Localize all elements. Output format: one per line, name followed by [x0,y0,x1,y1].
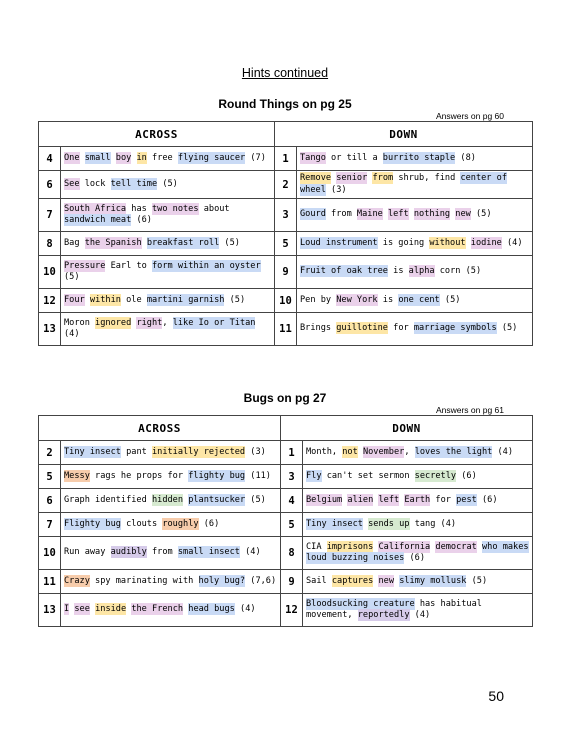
down-header: DOWN [281,416,533,441]
down-clue-text [297,289,533,313]
highlighted-clue-part: Tango [300,152,326,163]
clue-text-part: (3) [245,446,266,457]
across-clue-number: 10 [39,537,61,570]
down-clue-number: 8 [281,537,303,570]
highlighted-clue-part: One [64,152,80,163]
clue-row [39,289,533,313]
highlighted-clue-part: Belgium [306,494,343,505]
clue-text-part: pant [120,446,152,457]
down-header: DOWN [275,122,533,147]
clue-text-part: (6) [198,518,220,529]
across-clue-number: 12 [39,289,61,313]
clue-text-part: (5) [224,294,246,305]
highlighted-clue-part: Fruit of oak tree [300,266,388,277]
answers-note-round-things: Answers on pg 60 [435,111,504,121]
clue-text-part: rags he props for [89,470,189,481]
clue-text-part: clouts [120,518,163,529]
clue-text-part [466,237,471,249]
clue-text-part: Earl to [105,260,152,271]
clue-text-part: (3) [325,184,347,195]
section-title-bugs: Bugs on pg 27 [243,391,327,405]
highlighted-clue-part: I [64,604,70,615]
clue-text-part: ole [120,294,147,305]
across-clue-number: 6 [39,171,61,199]
highlighted-clue-part: iodine [470,237,502,248]
across-clue-number: 8 [39,232,61,256]
highlighted-clue-part: senior [336,173,368,183]
across-clue-text [61,489,281,513]
down-clue-number: 2 [275,171,297,199]
highlighted-clue-part: plantsucker [188,494,246,505]
across-clue-text [61,232,275,256]
highlighted-clue-part: Four [64,294,85,305]
clue-text-part: (6) [456,470,477,481]
clue-row [39,465,533,489]
highlighted-clue-part: one cent [398,294,440,305]
across-clue-number: 13 [39,594,61,627]
highlighted-clue-part: guillotine [336,323,388,334]
clue-text-part: free [146,152,178,163]
highlighted-clue-part: flighty bug [188,470,246,481]
across-clue-number: 7 [39,513,61,537]
highlighted-clue-part: initially rejected [151,446,246,457]
highlighted-clue-part: small [84,152,111,163]
down-clue-text [297,232,533,256]
across-clue-text [61,570,281,594]
highlighted-clue-part: new [455,209,471,220]
clue-text-part: , [404,446,415,457]
clue-row [39,570,533,594]
clue-text-part: is [387,266,409,277]
highlighted-clue-part: Maine [356,209,383,220]
highlighted-clue-part: Earth [404,494,431,505]
highlighted-clue-part: Pressure [64,260,106,271]
clue-text-part: for [430,494,457,505]
down-clue-text [303,441,533,465]
highlighted-clue-part: in [136,152,147,163]
round-things-clue-table [38,121,533,346]
highlighted-clue-part: tell time [110,178,158,189]
bugs-clue-table [38,415,533,627]
clue-row [39,594,533,627]
highlighted-clue-part: within [89,294,121,305]
section-title-round-things: Round Things on pg 25 [218,97,352,111]
clue-row [39,256,533,289]
clue-text-part: Pen by [300,294,337,305]
highlighted-clue-part: from [372,173,394,183]
highlighted-clue-part: small insect [177,547,240,558]
highlighted-clue-part: holy bug? [198,575,246,586]
highlighted-clue-part: breakfast roll [146,237,220,248]
across-clue-number: 13 [39,313,61,346]
clue-text-part: (5) [470,209,492,220]
across-clue-text [61,313,275,346]
highlighted-clue-part: who makes loud buzzing noises [306,541,529,563]
clue-text-part: (5) [496,323,518,334]
clue-row [39,441,533,465]
down-clue-text [297,171,533,199]
clue-row [39,513,533,537]
clue-row [39,199,533,232]
clue-text-part: lock [79,178,111,189]
clue-text-part: (7) [245,152,266,163]
highlighted-clue-part: form within an oyster [151,260,261,271]
down-clue-number: 12 [281,594,303,627]
clue-text-part: can't set sermon [321,470,415,481]
clue-text-part: (4) [234,604,256,615]
clue-text-part: from [325,209,357,220]
clue-row [39,232,533,256]
clue-text-part: (4) [409,610,431,620]
clue-text-part: Graph identified [64,494,152,505]
clue-text-part: Brings [300,323,337,334]
highlighted-clue-part: pest [456,494,477,505]
highlighted-clue-part: burrito staple [382,152,456,163]
highlighted-clue-part: without [429,237,466,248]
highlighted-clue-part: Gourd [300,209,326,220]
clue-row [39,489,533,513]
highlighted-clue-part: right [136,317,163,328]
highlighted-clue-part: roughly [162,518,199,529]
across-clue-number: 10 [39,256,61,289]
down-clue-number: 9 [281,570,303,594]
highlighted-clue-part: hidden [151,494,184,505]
highlighted-clue-part: alien [347,494,374,505]
down-clue-number: 5 [275,232,297,256]
highlighted-clue-part: New York [336,294,378,305]
down-clue-text [297,147,533,171]
clue-text-part: (5) [157,178,178,189]
highlighted-clue-part: Messy [64,470,90,481]
highlighted-clue-part: center of wheel [300,173,508,195]
clue-text-part: has habitual movement, [306,598,482,620]
highlighted-clue-part: ignored [95,317,132,328]
clue-text-part: or till a [325,152,383,163]
highlighted-clue-part: martini garnish [146,294,225,305]
across-header: ACROSS [39,416,281,441]
highlighted-clue-part: the French [131,604,184,615]
clue-text-part: (7,6) [245,575,277,586]
across-clue-text [61,289,275,313]
clue-text-part: is [377,294,399,305]
highlighted-clue-part: Remove [300,173,332,183]
across-clue-number: 11 [39,570,61,594]
clue-text-part: (5) [245,494,266,505]
across-clue-text [61,199,275,232]
clue-text-part: (4) [492,446,514,457]
down-clue-number: 9 [275,256,297,289]
highlighted-clue-part: the Spanish [84,237,142,248]
clue-text-part: Run away [64,547,111,558]
down-clue-number: 1 [275,147,297,171]
across-header: ACROSS [39,122,275,147]
across-clue-number: 5 [39,465,61,489]
highlighted-clue-part: marriage symbols [413,323,497,334]
across-clue-text [61,441,281,465]
clue-text-part: spy marinating with [89,575,199,586]
highlighted-clue-part: Bloodsucking creature [306,598,415,609]
down-clue-text [297,313,533,346]
page-number: 50 [488,688,504,704]
clue-text-part [131,152,136,164]
page-heading: Hints continued [241,66,329,80]
clue-text-part: Month, [306,446,343,457]
highlighted-clue-part: Fly [306,470,322,481]
down-clue-text [303,537,533,570]
clue-text-part: (4) [501,237,523,248]
clue-text-part: (6) [476,494,498,505]
highlighted-clue-part: not [342,446,358,457]
highlighted-clue-part: Flighty bug [64,518,121,529]
across-clue-text [61,537,281,570]
highlighted-clue-part: Tiny insect [64,446,121,457]
clue-text-part: tang (4) [409,518,457,529]
down-clue-text [303,513,533,537]
clue-text-part: (5) [64,272,80,282]
highlighted-clue-part: sandwich meat [64,215,132,225]
across-clue-number: 7 [39,199,61,232]
clue-text-part: Bag [64,237,85,248]
clue-text-part [111,152,116,164]
clue-text-part: for [387,323,414,334]
answers-note-bugs: Answers on pg 61 [435,405,504,415]
down-clue-text [297,199,533,232]
highlighted-clue-part: nothing [413,209,451,220]
clue-text-part: , [162,317,173,328]
highlighted-clue-part: South Africa [64,203,127,214]
clue-text-part: (5) [466,575,488,586]
clue-text-part: (4) [64,329,80,339]
highlighted-clue-part: head bugs [188,604,235,615]
clue-text-part: CIA [306,541,327,552]
down-clue-text [297,256,533,289]
highlighted-clue-part: audibly [110,547,147,558]
highlighted-clue-part: imprisons [326,541,374,552]
highlighted-clue-part: Loud instrument [300,237,378,248]
clue-text-part: (5) [439,294,461,305]
highlighted-clue-part: alpha [408,266,435,277]
clue-text-part: has [126,203,152,214]
clue-text-part: corn (5) [434,266,482,277]
highlighted-clue-part: boy [115,152,132,163]
down-clue-text [303,465,533,489]
clue-text-part: (5) [219,237,240,248]
highlighted-clue-part: inside [95,604,127,615]
clue-text-part: Sail [306,575,332,586]
highlighted-clue-part: sends up [368,518,410,529]
highlighted-clue-part: like Io or Titan [172,317,256,328]
down-clue-number: 3 [275,199,297,232]
highlighted-clue-part: California [378,541,431,552]
clue-text-part: is going [377,237,430,248]
highlighted-clue-part: democrat [435,541,477,552]
clue-row [39,147,533,171]
highlighted-clue-part: left [378,494,400,505]
down-clue-text [303,570,533,594]
across-clue-text [61,513,281,537]
highlighted-clue-part: secretly [414,470,457,481]
down-clue-number: 5 [281,513,303,537]
highlighted-clue-part: left [387,209,409,220]
down-clue-number: 10 [275,289,297,313]
across-clue-number: 6 [39,489,61,513]
clue-row [39,171,533,199]
clue-text-part: (8) [455,152,476,163]
highlighted-clue-part: two notes [151,203,199,214]
clue-row [39,537,533,570]
down-clue-number: 1 [281,441,303,465]
clue-text-part: shrub, find [393,173,461,183]
highlighted-clue-part: Tiny insect [306,518,363,529]
clue-text-part: (4) [239,547,261,558]
across-clue-number: 4 [39,147,61,171]
across-clue-text [61,594,281,627]
highlighted-clue-part: reportedly [357,610,410,620]
down-clue-text [303,489,533,513]
across-clue-text [61,147,275,171]
highlighted-clue-part: loves the light [414,446,493,457]
down-clue-number: 4 [281,489,303,513]
highlighted-clue-part: see [74,604,90,615]
across-clue-number: 2 [39,441,61,465]
down-clue-text [303,594,533,627]
clue-text-part: (6) [131,215,152,225]
highlighted-clue-part: slimy mollusk [399,575,467,586]
clue-text-part: about [198,203,230,214]
clue-text-part: (6) [404,553,426,563]
clue-text-part: (11) [245,470,271,481]
across-clue-text [61,256,275,289]
clue-row [39,313,533,346]
clue-text-part [80,152,85,164]
highlighted-clue-part: See [64,178,80,189]
across-clue-text [61,465,281,489]
highlighted-clue-part: November [362,446,405,457]
clue-text-part: Moron [64,317,96,328]
highlighted-clue-part: new [378,575,394,586]
down-clue-number: 3 [281,465,303,489]
highlighted-clue-part: flying saucer [177,152,246,163]
highlighted-clue-part: captures [331,575,374,586]
down-clue-number: 11 [275,313,297,346]
highlighted-clue-part: Crazy [64,575,90,586]
across-clue-text [61,171,275,199]
clue-text-part: from [146,547,178,558]
